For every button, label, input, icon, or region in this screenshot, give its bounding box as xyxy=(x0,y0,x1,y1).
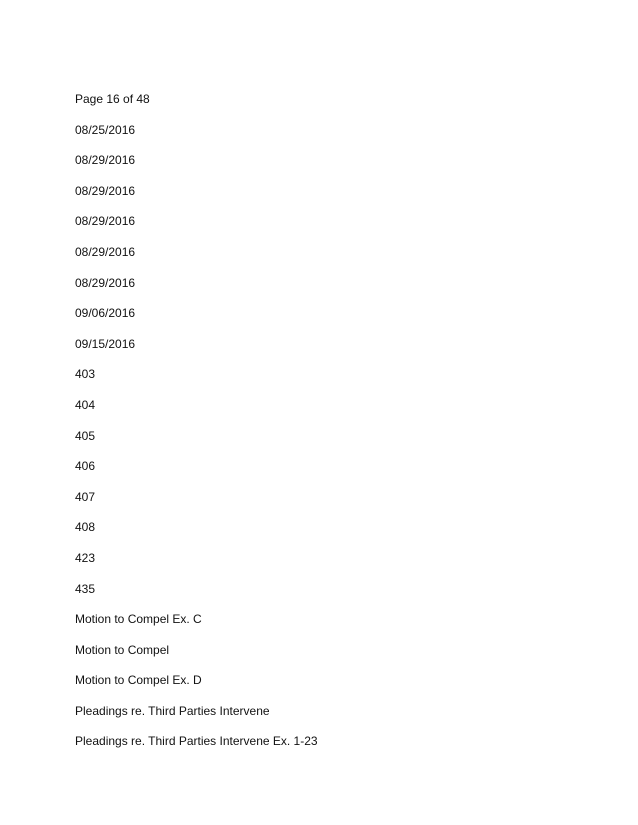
entry-description: Motion to Compel Ex. D xyxy=(75,673,202,688)
docket-number: 405 xyxy=(75,428,96,443)
date-entry: 08/25/2016 xyxy=(75,122,136,137)
docket-number: 407 xyxy=(75,489,96,504)
date-entry: 08/29/2016 xyxy=(75,244,136,259)
entry-description: Pleadings re. Third Parties Intervene Ex. 1-23 xyxy=(75,734,318,749)
docket-number: 423 xyxy=(75,550,96,565)
docket-number: 404 xyxy=(75,397,96,412)
entry-description: Pleadings re. Third Parties Intervene xyxy=(75,703,270,718)
date-entry: 09/15/2016 xyxy=(75,336,136,351)
date-entry: 08/29/2016 xyxy=(75,153,136,168)
document-text-lines xyxy=(75,90,318,763)
docket-number: 406 xyxy=(75,459,96,474)
docket-number: 435 xyxy=(75,581,96,596)
docket-number: 403 xyxy=(75,367,96,382)
date-entry: 08/29/2016 xyxy=(75,183,136,198)
docket-number: 408 xyxy=(75,520,96,535)
entry-description: Motion to Compel xyxy=(75,642,170,657)
date-entry: 08/29/2016 xyxy=(75,214,136,229)
date-entry: 09/06/2016 xyxy=(75,306,136,321)
date-entry: 08/29/2016 xyxy=(75,275,136,290)
page-indicator: Page 16 of 48 xyxy=(75,92,150,106)
entry-description: Motion to Compel Ex. C xyxy=(75,612,202,627)
